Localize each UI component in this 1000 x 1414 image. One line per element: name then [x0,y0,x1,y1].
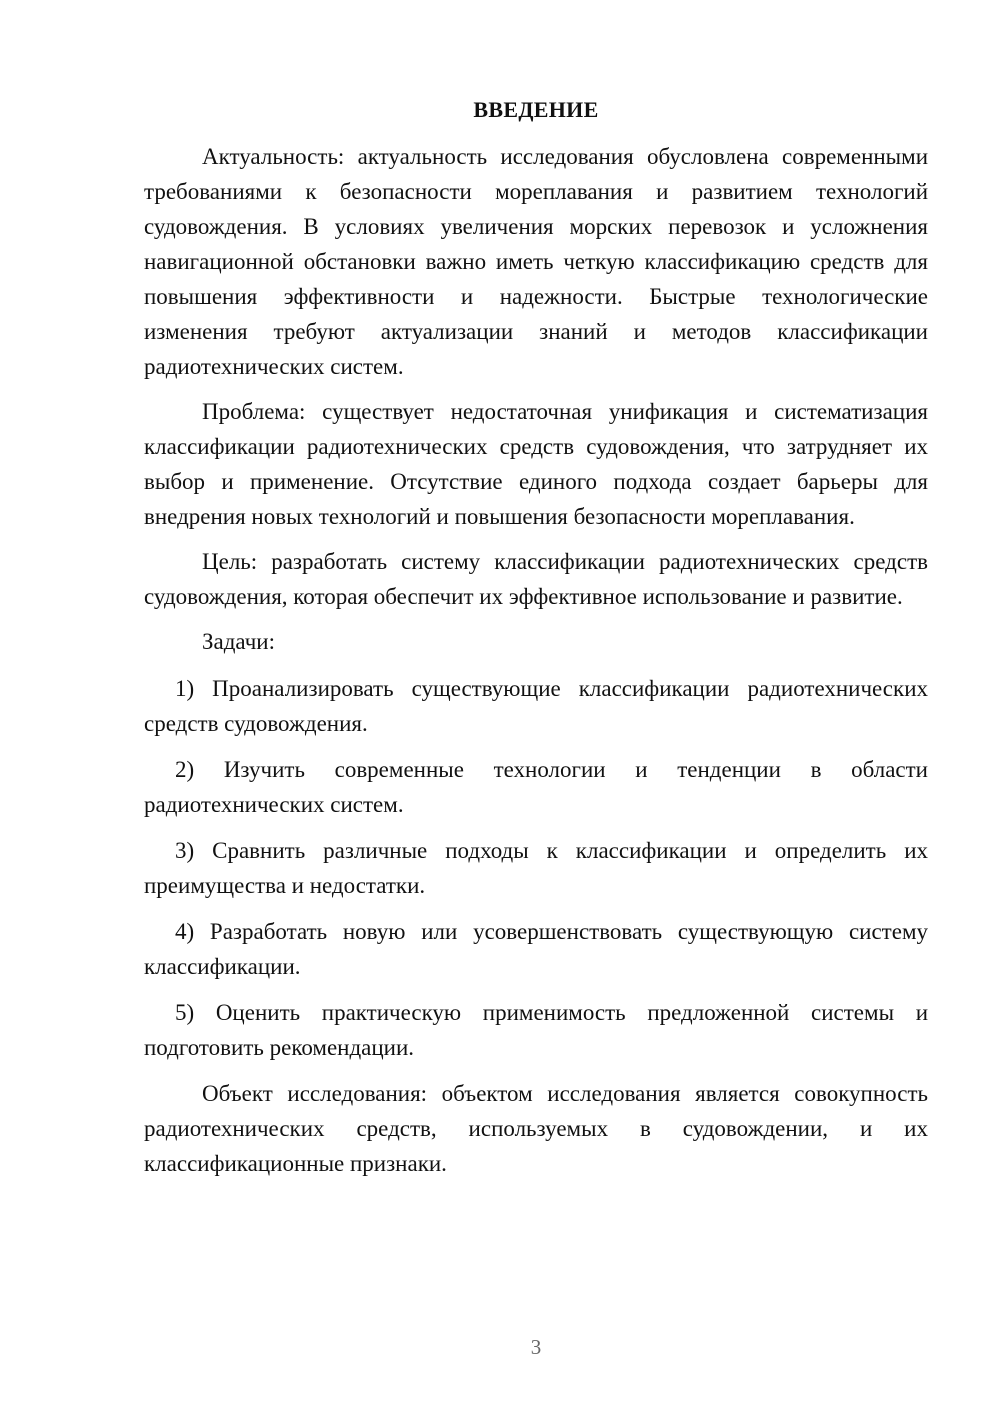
task-item-2: 2) Изучить современные технологии и тенденции в области радиотехнических систем. [144,757,928,817]
paragraph-relevance: Актуальность: актуальность исследования обусловлена современными требованиями к безопасности мореплавания и развитием технологий судовождения. В условиях увеличения морских перевозок и усложнения навигационной обстановки важно иметь четкую классификацию средств для повышения эффективности и надежности. Быстрые технологические изменения требуют актуализации знаний и методов классификации радиотехнических систем. [144,144,928,379]
page-number: 3 [530,1335,542,1359]
task-item-3: 3) Сравнить различные подходы к классификации и определить их преимущества и недостатки. [144,838,928,898]
paragraph-problem: Проблема: существует недостаточная унификация и систематизация классификации радиотехнических средств судовождения, что затрудняет их выбор и применение. Отсутствие единого подхода создает барьеры для внедрения новых технологий и повышения безопасности мореплавания. [144,399,928,529]
section-title: ВВЕДЕНИЕ [473,97,599,122]
task-item-4: 4) Разработать новую или усовершенствовать существующую систему классификации. [144,919,928,979]
page-content [144,95,928,1191]
task-item-5: 5) Оценить практическую применимость предложенной системы и подготовить рекомендации. [144,1000,928,1060]
tasks-heading: Задачи: [202,629,275,654]
task-item-1: 1) Проанализировать существующие классификации радиотехнических средств судовождения. [144,676,928,736]
tasks-list [144,671,928,1065]
paragraph-object: Объект исследования: объектом исследования является совокупность радиотехнических средств, используемых в судовождении, и их классификационные признаки. [144,1081,928,1176]
paragraph-goal: Цель: разработать систему классификации радиотехнических средств судовождения, которая обеспечит их эффективное использование и развитие. [144,549,928,609]
